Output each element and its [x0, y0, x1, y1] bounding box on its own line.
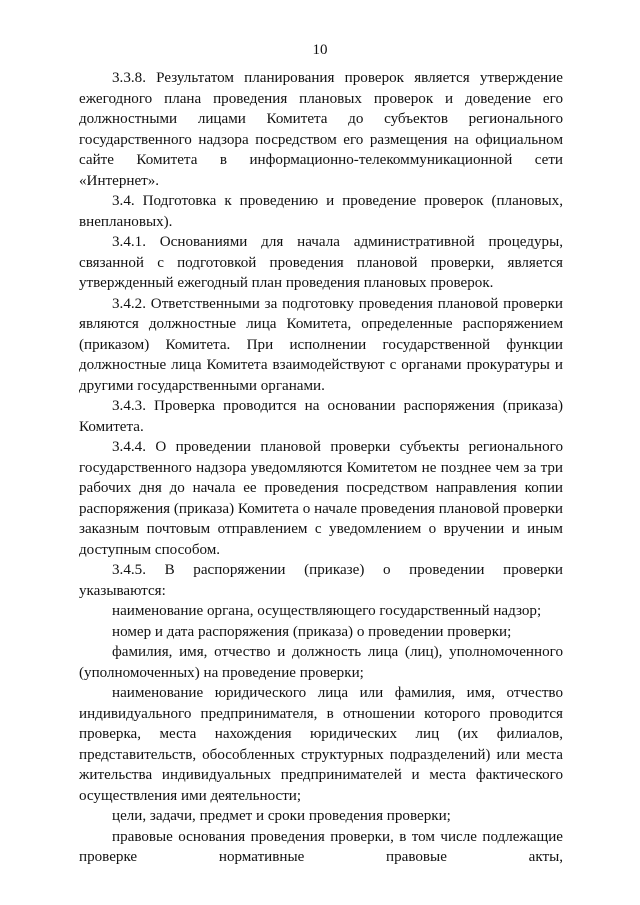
paragraph-3-4-2: 3.4.2. Ответственными за подготовку проведения плановой проверки являются должностные лица Комитета, определенные распоряжением (приказом) Комитета. При исполнении государственной функции должностные лица Комитета взаимодействуют с органами прокуратуры и другими государственными органами. — [79, 295, 563, 394]
list-item: фамилия, имя, отчество и должность лица (лиц), уполномоченного (уполномоченных) на проведение проверки; — [79, 644, 563, 681]
document-body — [79, 68, 563, 868]
list-item: наименование юридического лица или фамилия, имя, отчество индивидуального предпринимателя, в отношении которого проводится проверка, места нахождения юридических лиц (их филиалов, представительств, обособленных структурных подразделений) или места жительства индивидуальных предпринимателей и места фактического осуществления ими деятельности; — [79, 685, 563, 804]
list-item: наименование органа, осуществляющего государственный надзор; — [112, 603, 542, 619]
paragraph-3-4-3: 3.4.3. Проверка проводится на основании распоряжения (приказа) Комитета. — [79, 398, 563, 435]
paragraph-3-3-8: 3.3.8. Результатом планирования проверок является утверждение ежегодного плана проведения плановых проверок и доведение его должностными лицами Комитета до субъектов регионального государственного надзора посредством его размещения на официальном сайте Комитета в информационно-телекоммуникационной сети «Интернет». — [79, 70, 563, 189]
paragraph-3-4: 3.4. Подготовка к проведению и проведение проверок (плановых, внеплановых). — [79, 193, 563, 230]
list-item: правовые основания проведения проверки, в том числе подлежащие проверке нормативные правовые акты, — [79, 828, 563, 865]
paragraph-3-4-4: 3.4.4. О проведении плановой проверки субъекты регионального государственного надзора уведомляются Комитетом не позднее чем за три рабочих дня до начала ее проведения посредством направления копии распоряжения (приказа) Комитета о начале проведения плановой проверки заказным почтовым отправлением с уведомлением о вручении и иным доступным способом. — [79, 439, 563, 558]
paragraph-3-4-1: 3.4.1. Основаниями для начала административной процедуры, связанной с подготовкой проведения плановой проверки, является утвержденный ежегодный план проведения плановых проверок. — [79, 234, 563, 291]
page-number: 10 — [312, 42, 328, 58]
list-item: цели, задачи, предмет и сроки проведения проверки; — [112, 808, 451, 824]
list-item: номер и дата распоряжения (приказа) о проведении проверки; — [112, 623, 512, 640]
paragraph-3-4-5: 3.4.5. В распоряжении (приказе) о проведении проверки указываются: — [79, 562, 563, 599]
